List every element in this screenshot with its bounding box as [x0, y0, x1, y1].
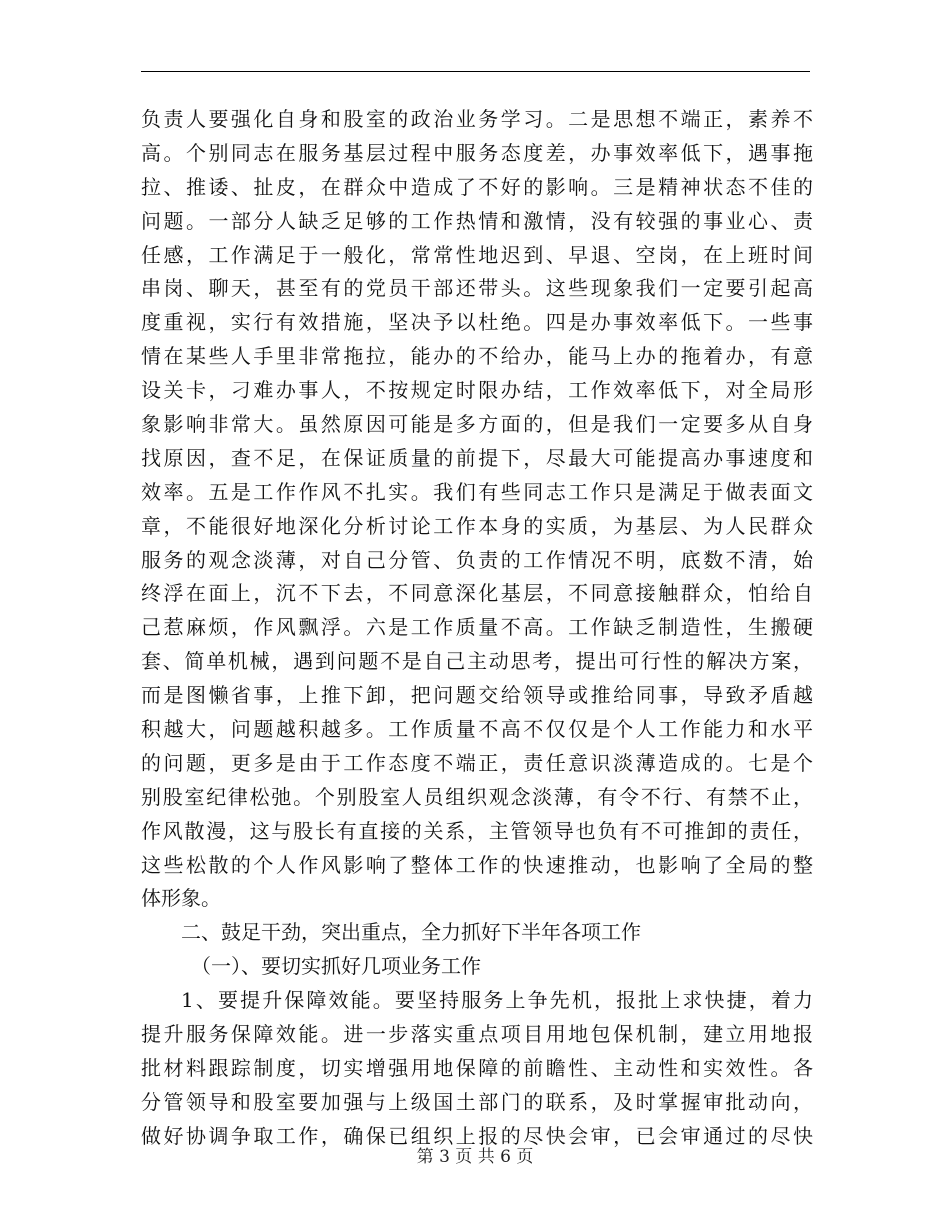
page-number-footer: 第 3 页 共 6 页 [416, 1147, 534, 1167]
text-line: 批材料跟踪制度，切实增强用地保障的前瞻性、主动性和实效性。各 [141, 1055, 813, 1080]
text-line: 设关卡，刁难办事人，不按规定时限办结，工作效率低下，对全局形 [141, 378, 813, 403]
text-line: 做好协调争取工作，确保已组织上报的尽快会审，已会审通过的尽快 [141, 1123, 813, 1148]
text-line: 问题。一部分人缺乏足够的工作热情和激情，没有较强的事业心、责 [141, 208, 813, 233]
text-line: 提升服务保障效能。进一步落实重点项目用地包保机制，建立用地报 [141, 1022, 813, 1047]
text-line: 作风散漫，这与股长有直接的关系，主管领导也负有不可推卸的责任， [141, 818, 813, 843]
text-line: 终浮在面上，沉不下去，不同意深化基层，不同意接触群众，怕给自 [141, 581, 813, 606]
text-line: 找原因，查不足，在保证质量的前提下，尽最大可能提高办事速度和 [141, 445, 813, 470]
text-line: 分管领导和股室要加强与上级国土部门的联系，及时掌握审批动向， [141, 1089, 813, 1114]
text-line: 的问题，更多是由于工作态度不端正，责任意识淡薄造成的。七是个 [141, 750, 813, 775]
text-line: 套、简单机械，遇到问题不是自己主动思考，提出可行性的解决方案， [141, 649, 813, 674]
text-line: 章，不能很好地深化分析讨论工作本身的实质，为基层、为人民群众 [141, 513, 813, 538]
text-line: 串岗、聊天，甚至有的党员干部还带头。这些现象我们一定要引起高 [141, 276, 813, 301]
text-line: 1、要提升保障效能。要坚持服务上争先机，报批上求快捷，着力 [181, 988, 813, 1013]
section-heading: 二、鼓足干劲，突出重点，全力抓好下半年各项工作 [181, 920, 641, 945]
text-line: 服务的观念淡薄，对自己分管、负责的工作情况不明，底数不清，始 [141, 547, 813, 572]
text-line: 任感，工作满足于一般化，常常性地迟到、早退、空岗，在上班时间 [141, 242, 813, 267]
text-line: 体形象。 [141, 886, 221, 911]
text-line: 情在某些人手里非常拖拉，能办的不给办，能马上办的拖着办，有意 [141, 344, 813, 369]
text-line: 效率。五是工作作风不扎实。我们有些同志工作只是满足于做表面文 [141, 479, 813, 504]
text-line: 高。个别同志在服务基层过程中服务态度差，办事效率低下，遇事拖 [141, 140, 813, 165]
text-line: 己惹麻烦，作风飘浮。六是工作质量不高。工作缺乏制造性，生搬硬 [141, 615, 813, 640]
text-line: 别股室纪律松弛。个别股室人员组织观念淡薄，有令不行、有禁不止， [141, 784, 813, 809]
text-line: 积越大，问题越积越多。工作质量不高不仅仅是个人工作能力和水平 [141, 717, 813, 742]
subsection-heading: （一）、要切实抓好几项业务工作 [191, 954, 481, 979]
header-rule [141, 71, 810, 72]
text-line: 拉、推诿、扯皮，在群众中造成了不好的影响。三是精神状态不佳的 [141, 174, 813, 199]
text-line: 负责人要强化自身和股室的政治业务学习。二是思想不端正，素养不 [141, 107, 813, 131]
document-body [141, 103, 813, 1154]
text-line: 度重视，实行有效措施，坚决予以杜绝。四是办事效率低下。一些事 [141, 310, 813, 335]
text-line: 而是图懒省事，上推下卸，把问题交给领导或推给同事，导致矛盾越 [141, 683, 813, 708]
text-line: 象影响非常大。虽然原因可能是多方面的，但是我们一定要多从自身 [141, 412, 813, 437]
text-line: 这些松散的个人作风影响了整体工作的快速推动，也影响了全局的整 [141, 852, 813, 877]
